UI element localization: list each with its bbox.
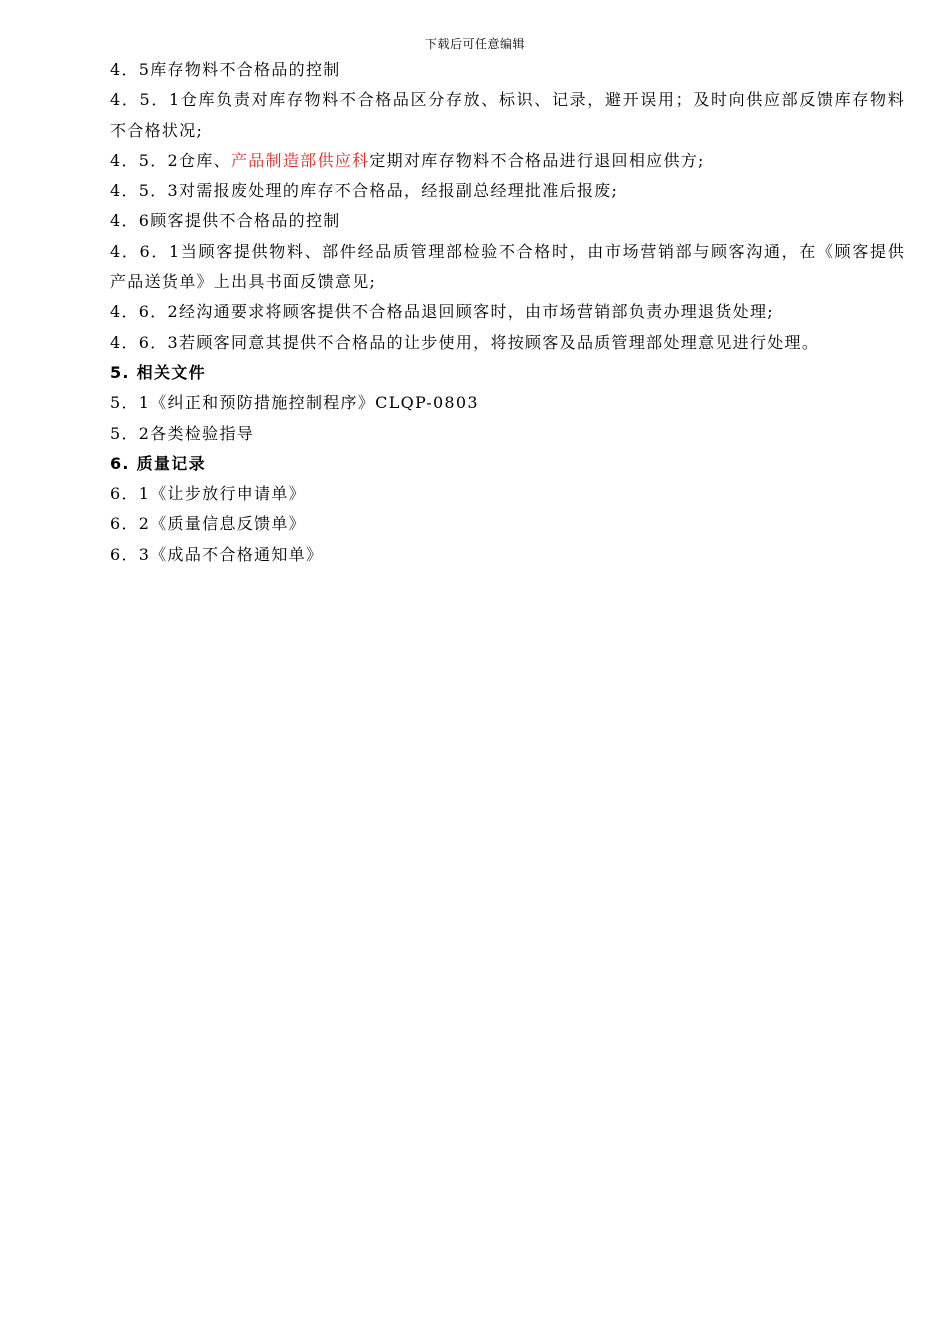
paragraph-4-6-2: 4．6．2经沟通要求将顾客提供不合格品退回顾客时，由市场营销部负责办理退货处理; xyxy=(110,302,774,322)
list-item-6-3: 6．3《成品不合格通知单》 xyxy=(110,544,324,564)
paragraph-4-5-2-end: 定期对库存物料不合格品进行退回相应供方; xyxy=(369,150,705,170)
section-4-6-title: 4．6顾客提供不合格品的控制 xyxy=(110,211,341,231)
paragraph-4-5-2-start: 4．5．2仓库、 xyxy=(110,150,231,170)
list-item-5-1: 5．1《纠正和预防措施控制程序》CLQP-0803 xyxy=(110,393,479,413)
section-4-5-title: 4．5库存物料不合格品的控制 xyxy=(110,60,341,79)
paragraph-4-6-3: 4．6．3若顾客同意其提供不合格品的让步使用，将按顾客及品质管理部处理意见进行处理。 xyxy=(110,332,820,352)
page-header-note: 下载后可任意编辑 xyxy=(424,37,525,51)
paragraph-4-5-3: 4．5．3对需报废处理的库存不合格品，经报副总经理批准后报废; xyxy=(110,181,619,201)
paragraph-4-5-1: 4．5．1仓库负责对库存物料不合格品区分存放、标识、记录，避开误用；及时向供应部反馈库存物料不合格状况; xyxy=(110,90,905,140)
list-item-6-1: 6．1《让步放行申请单》 xyxy=(110,484,306,504)
paragraph-4-6-1: 4．6．1当顾客提供物料、部件经品质管理部检验不合格时，由市场营销部与顾客沟通，在《顾客提供产品送货单》上出具书面反馈意见; xyxy=(110,241,905,292)
paragraph-4-5-2 xyxy=(110,146,905,176)
list-item-5-2: 5．2各类检验指导 xyxy=(110,423,255,443)
section-6-title: 6. 质量记录 xyxy=(110,453,206,473)
highlighted-department: 产品制造部供应科 xyxy=(230,150,370,170)
document-body xyxy=(110,55,905,570)
section-5-title: 5. 相关文件 xyxy=(110,362,206,382)
list-item-6-2: 6．2《质量信息反馈单》 xyxy=(110,514,306,534)
